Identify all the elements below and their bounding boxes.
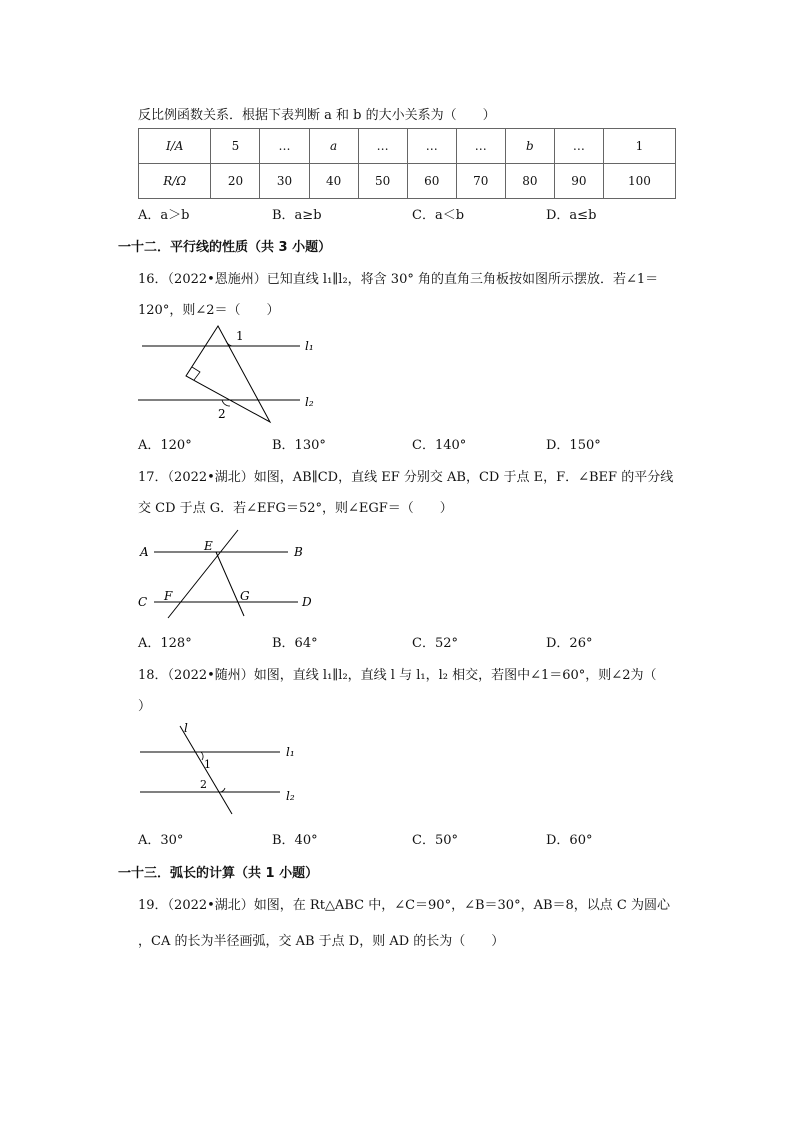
option-a[interactable]: A．30° bbox=[138, 833, 184, 848]
table-row bbox=[139, 164, 676, 199]
question-17-options bbox=[138, 632, 658, 652]
option-a[interactable]: A．120° bbox=[138, 438, 192, 453]
option-b[interactable]: B．64° bbox=[272, 636, 318, 651]
table-cell: b bbox=[505, 129, 554, 164]
section-heading: 一十二．平行线的性质（共 3 小题） bbox=[118, 240, 332, 255]
section-heading: 一十三．弧长的计算（共 1 小题） bbox=[118, 866, 319, 881]
question-15-options bbox=[138, 204, 658, 224]
line-l2-label: l₂ bbox=[286, 789, 295, 803]
table-cell: … bbox=[358, 129, 407, 164]
point-c-label: C bbox=[138, 595, 148, 609]
table-cell: 100 bbox=[603, 164, 675, 199]
table-cell: 40 bbox=[309, 164, 358, 199]
option-c[interactable]: C．50° bbox=[412, 833, 458, 848]
question-18-line1: 18．（2022•随州）如图，直线 l₁∥l₂，直线 l 与 l₁，l₂ 相交，若图中∠1＝60°，则∠2为（ bbox=[138, 668, 657, 683]
table-row-label: R/Ω bbox=[139, 164, 211, 199]
option-c[interactable]: C．140° bbox=[412, 438, 467, 453]
angle-1-label: 1 bbox=[204, 758, 211, 771]
table-cell: a bbox=[309, 129, 358, 164]
point-e-label: E bbox=[204, 539, 213, 553]
option-d[interactable]: D．a≤b bbox=[546, 208, 597, 223]
table-row-label: I/A bbox=[139, 129, 211, 164]
question-16-options bbox=[138, 434, 658, 454]
option-c[interactable]: C．52° bbox=[412, 636, 458, 651]
data-table bbox=[138, 128, 676, 199]
figure-17 bbox=[132, 528, 332, 620]
question-16-line2: 120°，则∠2＝（ ） bbox=[138, 303, 280, 318]
line-l1-label: l₁ bbox=[286, 745, 295, 759]
table-cell: 30 bbox=[260, 164, 309, 199]
table-cell: 70 bbox=[456, 164, 505, 199]
line-l-label: l bbox=[184, 721, 188, 735]
question-18-options bbox=[138, 829, 658, 849]
table-cell: … bbox=[407, 129, 456, 164]
question-16-line1: 16．（2022•恩施州）已知直线 l₁∥l₂，将含 30° 角的直角三角板按如图所示摆放．若∠1＝ bbox=[138, 272, 659, 287]
point-a-label: A bbox=[140, 545, 149, 559]
point-f-label: F bbox=[164, 589, 173, 603]
question-19-line2: ，CA 的长为半径画弧，交 AB 于点 D，则 AD 的长为（ ） bbox=[138, 934, 505, 949]
option-b[interactable]: B．130° bbox=[272, 438, 326, 453]
table-cell: … bbox=[554, 129, 603, 164]
table-cell: 1 bbox=[603, 129, 675, 164]
option-b[interactable]: B．40° bbox=[272, 833, 318, 848]
option-a[interactable]: A．128° bbox=[138, 636, 192, 651]
question-15-stem: 反比例函数关系．根据下表判断 a 和 b 的大小关系为（ ） bbox=[138, 108, 496, 123]
option-d[interactable]: D．150° bbox=[546, 438, 601, 453]
line-l2-label: l₂ bbox=[305, 395, 314, 409]
table-cell: 90 bbox=[554, 164, 603, 199]
table-row bbox=[139, 129, 676, 164]
table-cell: 20 bbox=[211, 164, 260, 199]
table-cell: 60 bbox=[407, 164, 456, 199]
line-l1-label: l₁ bbox=[305, 339, 314, 353]
angle-1-label: 1 bbox=[236, 329, 244, 343]
question-17-line2: 交 CD 于点 G．若∠EFG＝52°，则∠EGF＝（ ） bbox=[138, 501, 453, 516]
question-17-line1: 17．（2022•湖北）如图，AB∥CD，直线 EF 分别交 AB，CD 于点 E，F．∠BEF 的平分线 bbox=[138, 470, 674, 485]
angle-2-label: 2 bbox=[200, 778, 207, 791]
figure-16 bbox=[130, 318, 330, 430]
option-a[interactable]: A．a＞b bbox=[138, 208, 190, 223]
option-d[interactable]: D．26° bbox=[546, 636, 593, 651]
table-cell: 5 bbox=[211, 129, 260, 164]
point-g-label: G bbox=[240, 589, 250, 603]
table-cell: 50 bbox=[358, 164, 407, 199]
question-18-line2: ） bbox=[138, 699, 152, 714]
option-c[interactable]: C．a＜b bbox=[412, 208, 465, 223]
table-cell: … bbox=[260, 129, 309, 164]
point-b-label: B bbox=[294, 545, 303, 559]
angle-2-label: 2 bbox=[218, 407, 226, 421]
option-d[interactable]: D．60° bbox=[546, 833, 593, 848]
table-cell: 80 bbox=[505, 164, 554, 199]
option-b[interactable]: B．a≥b bbox=[272, 208, 322, 223]
question-19-line1: 19．（2022•湖北）如图，在 Rt△ABC 中，∠C＝90°，∠B＝30°，AB＝8，以点 C 为圆心 bbox=[138, 898, 670, 913]
figure-18 bbox=[132, 718, 332, 816]
point-d-label: D bbox=[302, 595, 312, 609]
table-cell: … bbox=[456, 129, 505, 164]
